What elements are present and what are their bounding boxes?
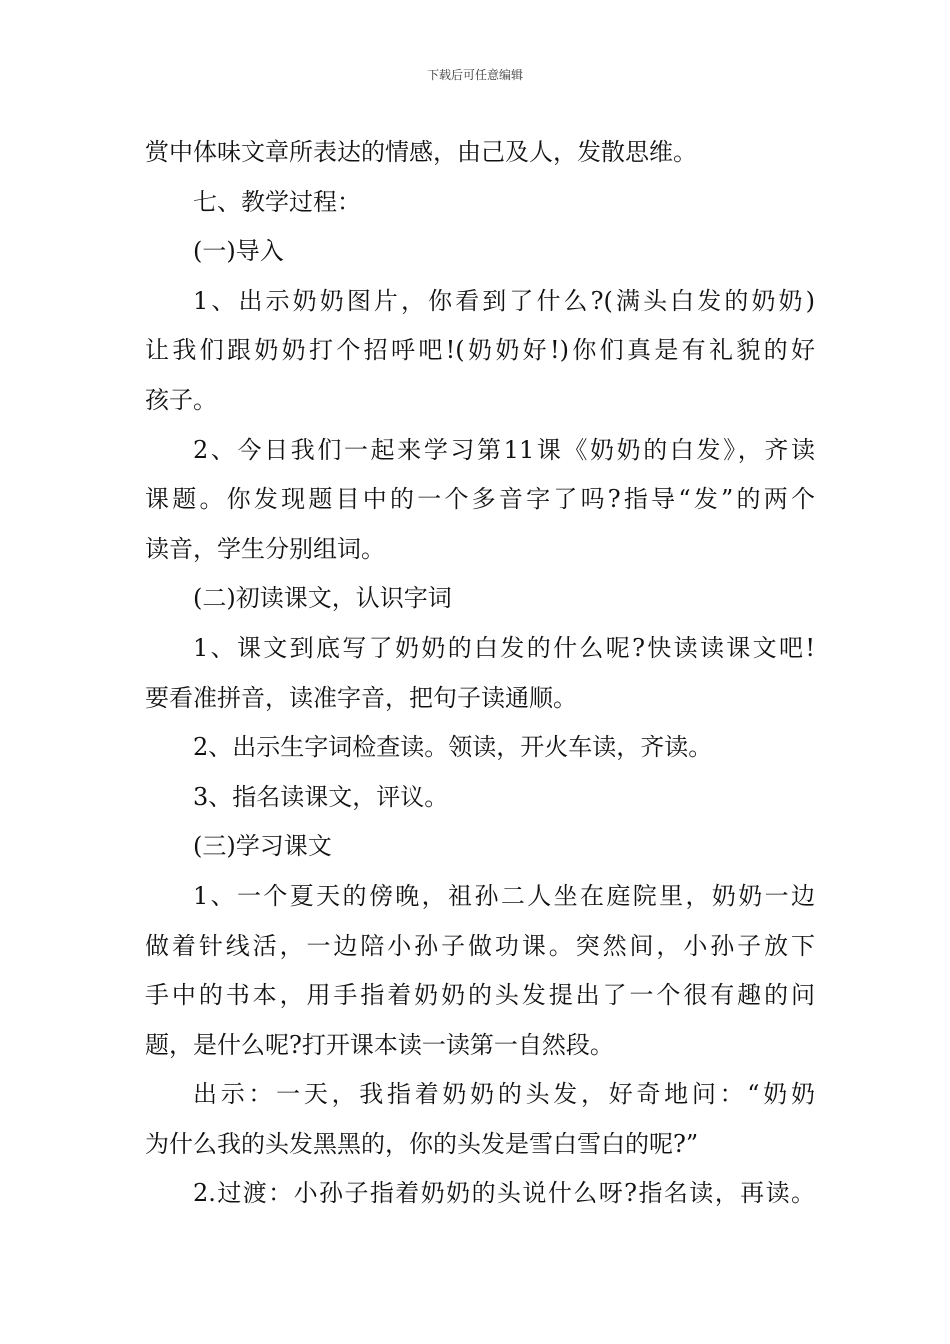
page-header: 下载后可任意编辑 (426, 68, 523, 82)
paragraph-line: 让我们跟奶奶打个招呼吧!(奶奶好!)你们真是有礼貌的好 (145, 336, 815, 365)
paragraph-line: 2、今日我们一起来学习第11课《奶奶的白发》，齐读 (193, 435, 815, 464)
paragraph-line: 课题。你发现题目中的一个多音字了吗?指导“发”的两个 (145, 485, 815, 514)
paragraph-line: 2、出示生字词检查读。领读，开火车读，齐读。 (193, 733, 713, 762)
paragraph-line: 孩子。 (145, 385, 217, 414)
paragraph-line: 1、一个夏天的傍晚，祖孙二人坐在庭院里，奶奶一边 (193, 881, 815, 910)
document-body (145, 128, 815, 1219)
paragraph-line: 读音，学生分别组词。 (145, 534, 385, 563)
paragraph-line: 题，是什么呢?打开课本读一读第一自然段。 (145, 1030, 614, 1059)
subsection-heading: (三)学习课文 (193, 832, 332, 861)
paragraph-line: 2.过渡：小孙子指着奶奶的头说什么呀?指名读，再读。 (193, 1179, 815, 1208)
subsection-heading: (二)初读课文，认识字词 (193, 584, 452, 613)
section-heading: 七、教学过程： (193, 187, 361, 216)
paragraph-line: 3、指名读课文，评议。 (193, 782, 449, 811)
paragraph-line: 为什么我的头发黑黑的，你的头发是雪白雪白的呢?” (145, 1129, 699, 1158)
subsection-heading: (一)导入 (193, 237, 284, 266)
paragraph-line: 出示：一天，我指着奶奶的头发，好奇地问：“奶奶 (193, 1080, 815, 1109)
paragraph-line: 手中的书本，用手指着奶奶的头发提出了一个很有趣的问 (145, 981, 815, 1010)
paragraph-line: 做着针线活，一边陪小孙子做功课。突然间，小孙子放下 (145, 931, 815, 960)
paragraph-line: 1、课文到底写了奶奶的白发的什么呢?快读读课文吧! (193, 633, 815, 662)
paragraph-line: 赏中体味文章所表达的情感，由己及人，发散思维。 (145, 138, 697, 166)
paragraph-line: 要看准拼音，读准字音，把句子读通顺。 (145, 683, 577, 712)
paragraph-line: 1、出示奶奶图片，你看到了什么?(满头白发的奶奶) (193, 286, 815, 315)
